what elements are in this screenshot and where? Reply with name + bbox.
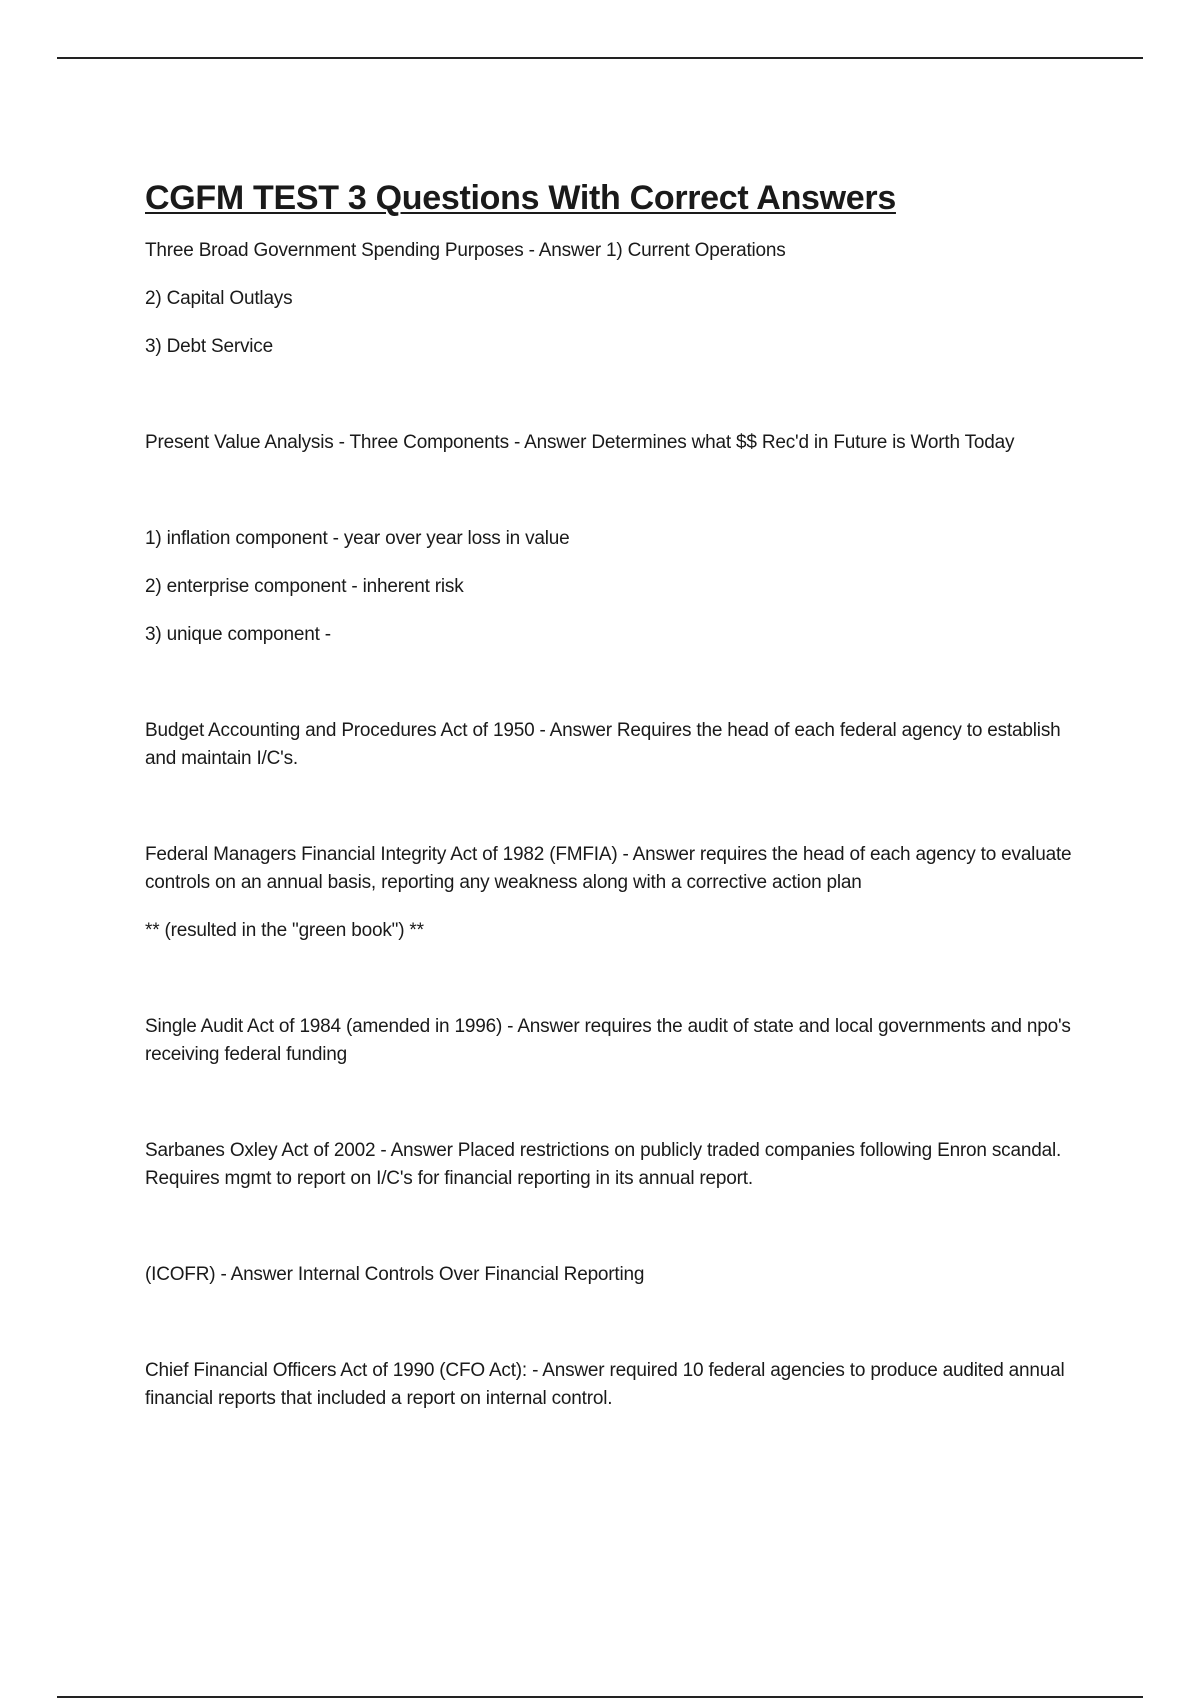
entry-line: Budget Accounting and Procedures Act of 1950 - Answer Requires the head of each federal agency to establish and maintain I/C's. <box>145 719 1061 769</box>
entry-line: Federal Managers Financial Integrity Act of 1982 (FMFIA) - Answer requires the head of each agency to evaluate controls on an annual basis, reporting any weakness along with a corrective action plan <box>145 843 1072 893</box>
entry-fmfia-1982 <box>145 841 1095 945</box>
entry-line: Single Audit Act of 1984 (amended in 1996) - Answer requires the audit of state and local governments and npo's receiving federal funding <box>145 1015 1071 1065</box>
entry-line: 3) Debt Service <box>145 335 273 357</box>
header-rule <box>57 57 1143 59</box>
entry-present-value <box>145 429 1095 457</box>
entry-spending-purposes <box>145 237 1095 361</box>
entry-budget-act-1950 <box>145 717 1095 773</box>
entry-icofr <box>145 1261 1095 1289</box>
entry-line: 2) enterprise component - inherent risk <box>145 575 464 597</box>
entry-line: Chief Financial Officers Act of 1990 (CFO Act): - Answer required 10 federal agencies to produce audited annual financial reports that included a report on internal control. <box>145 1359 1065 1409</box>
entry-line: 1) inflation component - year over year loss in value <box>145 527 570 549</box>
entry-cfo-act <box>145 1357 1095 1413</box>
document-title: CGFM TEST 3 Questions With Correct Answers <box>145 179 896 217</box>
entry-line: Three Broad Government Spending Purposes - Answer 1) Current Operations <box>145 239 786 261</box>
document-body <box>145 178 1095 1413</box>
entry-line: 2) Capital Outlays <box>145 287 293 309</box>
entry-line: 3) unique component - <box>145 623 331 645</box>
entry-line: Present Value Analysis - Three Components - Answer Determines what $$ Rec'd in Future is Worth Today <box>145 431 1015 453</box>
entry-components-list <box>145 525 1095 649</box>
entry-single-audit-act <box>145 1013 1095 1069</box>
entry-line: Sarbanes Oxley Act of 2002 - Answer Placed restrictions on publicly traded companies following Enron scandal. Requires mgmt to report on I/C's for financial reporting in its annual report. <box>145 1139 1062 1189</box>
entry-line: ** (resulted in the "green book") ** <box>145 919 424 941</box>
entry-sarbanes-oxley <box>145 1137 1095 1193</box>
entry-line: (ICOFR) - Answer Internal Controls Over Financial Reporting <box>145 1263 645 1285</box>
footer-rule <box>57 1696 1143 1698</box>
